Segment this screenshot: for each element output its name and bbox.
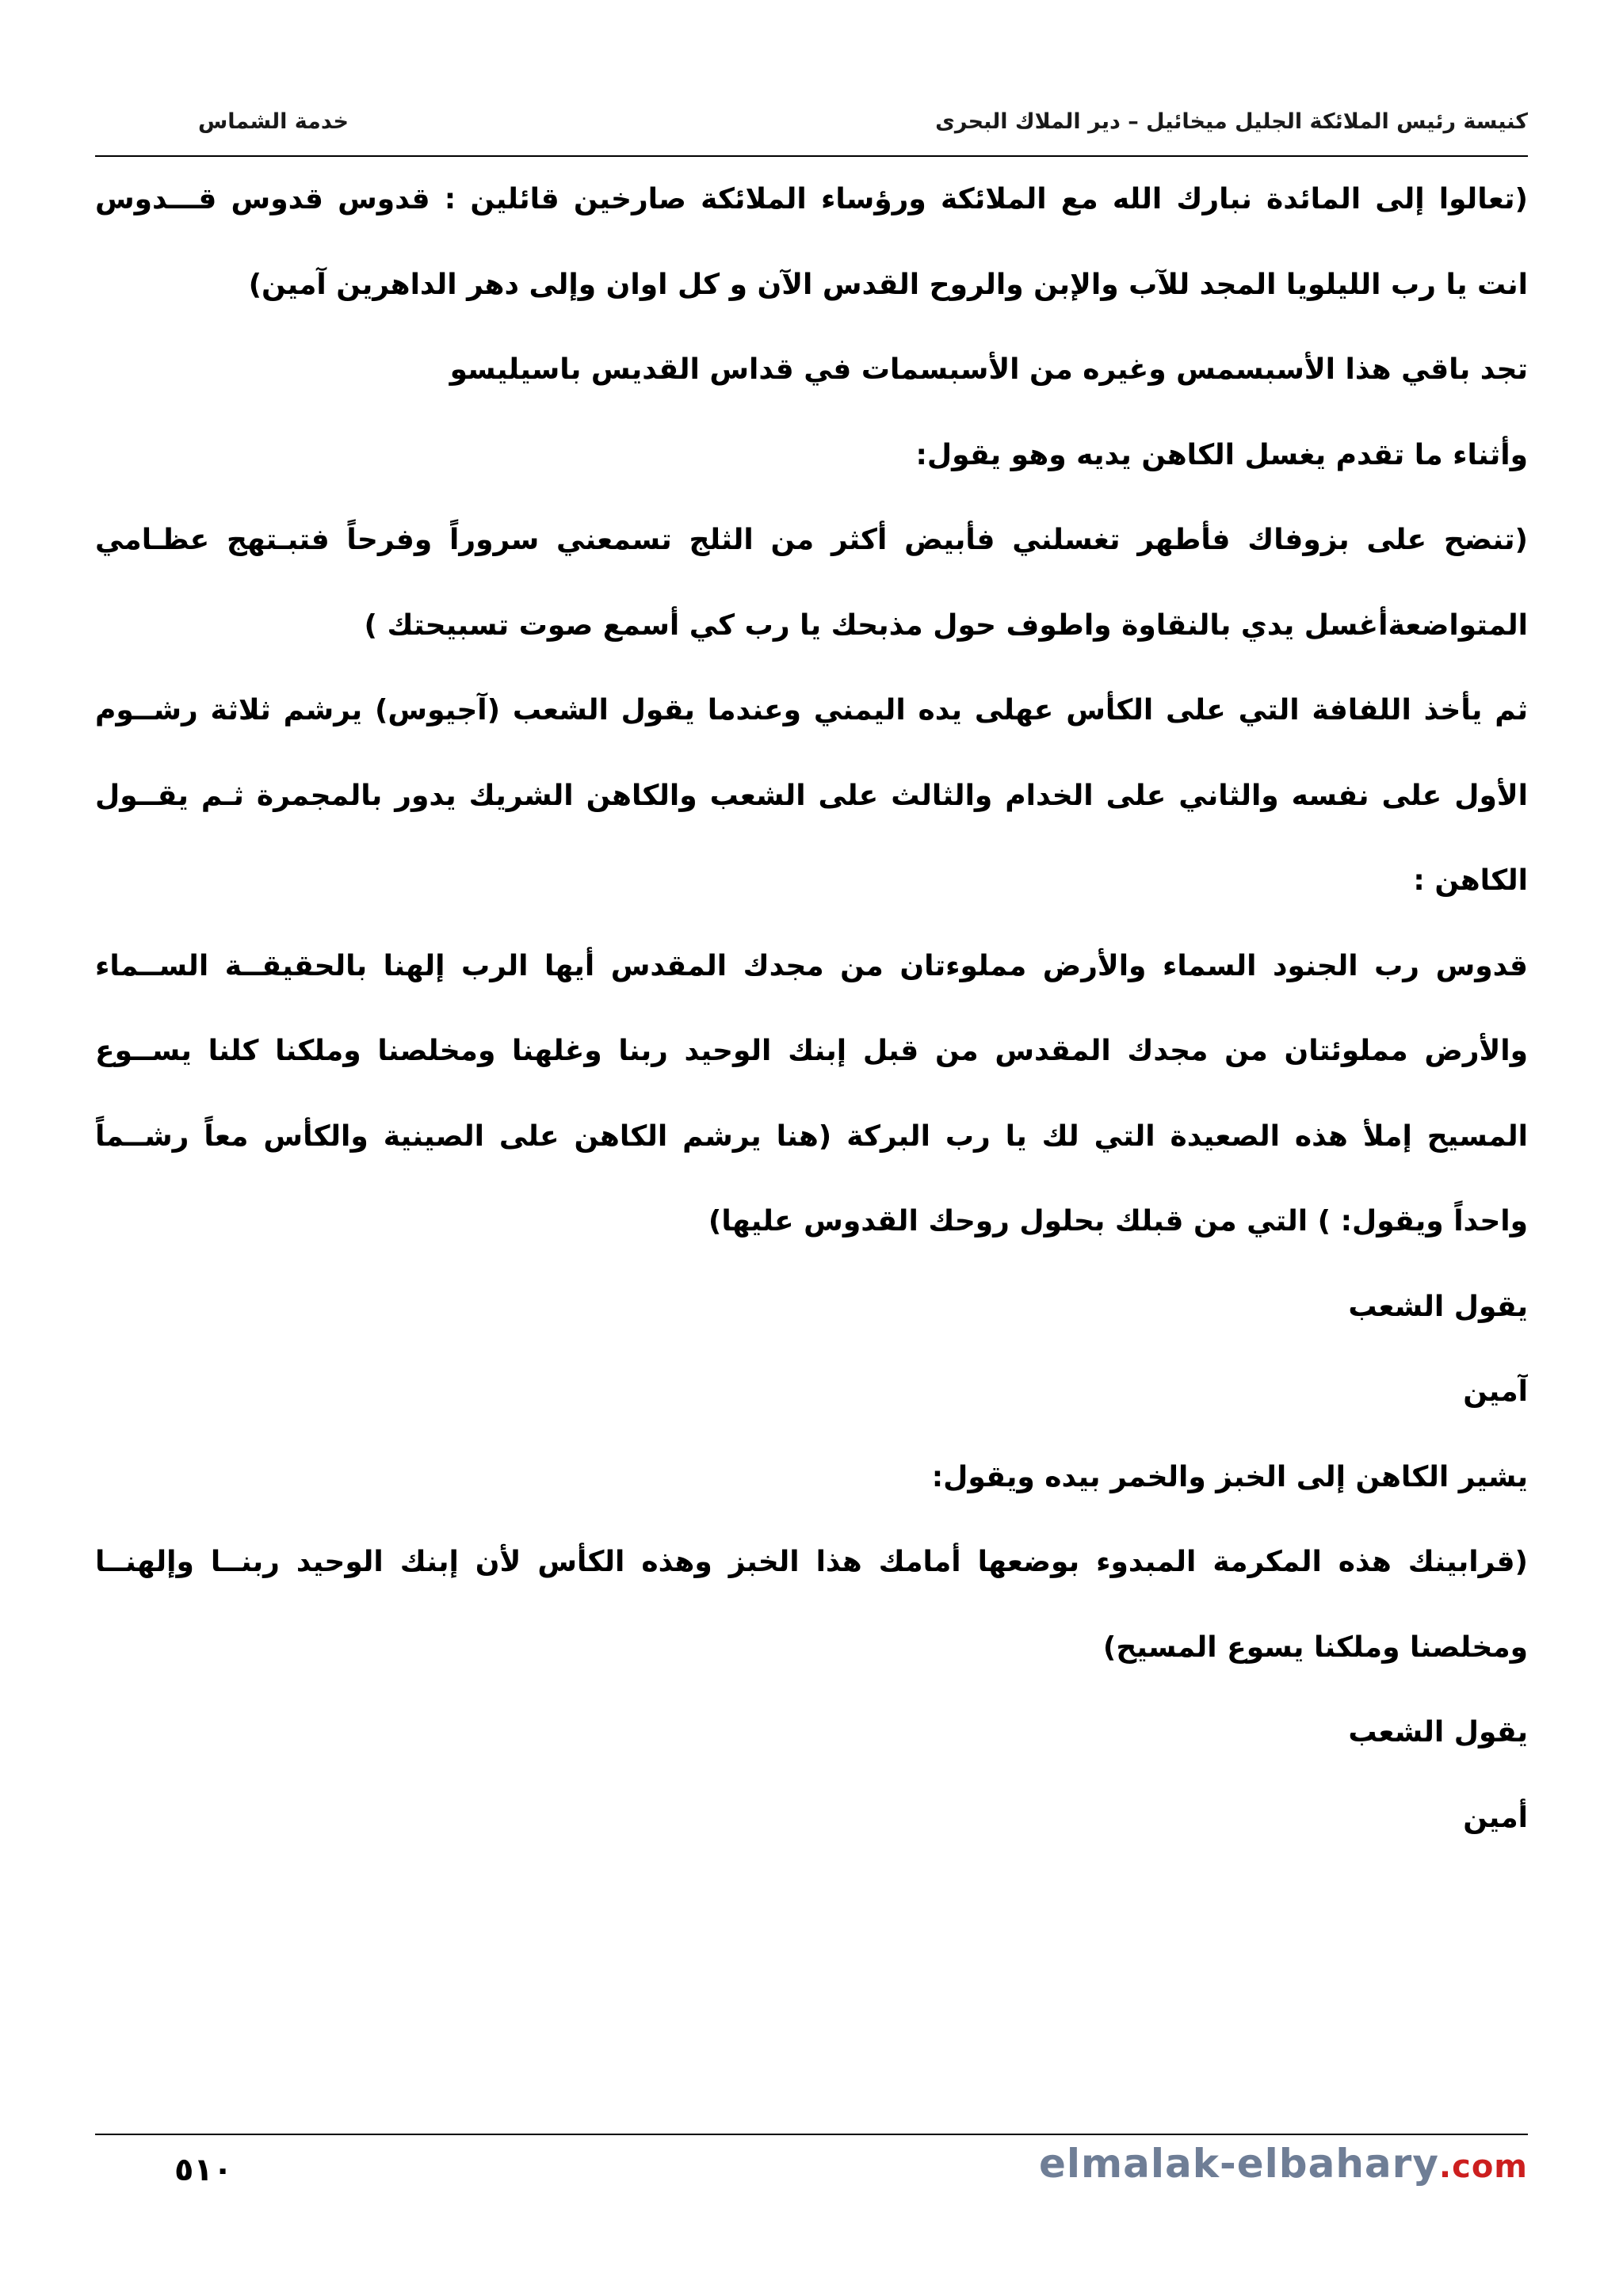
body-line: (قرابينك هذه المكرمة المبدوء بوضعها أمامك هذا الخبز وهذه الكأس لأن إبنك الوحيد ربنــا وإلهنــا <box>95 1546 1528 1578</box>
body-line: ومخلصنا وملكنا يسوع المسيح) <box>1102 1630 1528 1664</box>
site-logo <box>1039 2141 1528 2187</box>
body-line: ثم يأخذ اللفافة التي على الكأس عهلى يده اليمني وعندما يقول الشعب (آجيوس) يرشم ثلاثة رشــوم <box>95 694 1528 727</box>
body-line: آمين <box>1463 1375 1528 1408</box>
site-name: elmalak-elbahary <box>1038 2141 1439 2187</box>
body-line: الكاهن : <box>1413 864 1528 897</box>
site-tld: .com <box>1438 2149 1528 2185</box>
body-line: (تنضح على بزوفاك فأطهر تغسلني فأبيض أكثر من الثلج تسمعني سروراً وفرحاً فتبـتهج عظـامي <box>95 524 1528 556</box>
body-line: يقول الشعب <box>1348 1290 1528 1323</box>
body-line: وأثناء ما تقدم يغسل الكاهن يديه وهو يقول: <box>915 438 1528 471</box>
body-line: يشير الكاهن إلى الخبز والخمر بيده ويقول: <box>931 1460 1528 1493</box>
header-section-title: خدمة الشماس <box>198 109 349 134</box>
page-body <box>95 174 1528 1878</box>
body-line: الأول على نفسه والثاني على الخدام والثالث على الشعب والكاهن الشريك يدور بالمجمرة ثـم يقــول <box>95 779 1528 812</box>
body-line: تجد باقي هذا الأسبسمس وغيره من الأسبسمات في قداس القديس باسيليسو <box>449 353 1528 386</box>
body-line: والأرض مملوئتان من مجدك المقدس من قبل إبنك الوحيد ربنا وغلهنا ومخلصنا وملكنا كلنا يســوع <box>95 1035 1528 1067</box>
page-header <box>95 109 1528 149</box>
body-line: المتواضعةأغسل يدي بالنقاوة واطوف حول مذبحك يا رب كي أسمع صوت تسبيحتك ) <box>364 608 1528 642</box>
body-line: المسيح إملأ هذه الصعيدة التي لك يا رب البركة (هنا يرشم الكاهن على الصينية والكأس معاً رشــماً <box>95 1119 1528 1153</box>
body-line: قدوس رب الجنود السماء والأرض مملوءتان من مجدك المقدس أيها الرب إلهنا بالحقيقــة الســماء <box>95 949 1528 982</box>
footer-divider <box>95 2134 1528 2135</box>
header-church-title: كنيسة رئيس الملائكة الجليل ميخائيل – دير الملاك البحرى <box>935 109 1528 134</box>
body-line: أمين <box>1463 1801 1528 1834</box>
body-line: انت يا رب الليلويا المجد للآب والإبن والروح القدس الآن و كل اوان وإلى دهر الداهرين آمين) <box>248 268 1528 301</box>
body-line: واحداً ويقول: ) التي من قبلك بحلول روحك القدوس عليها) <box>708 1205 1528 1238</box>
header-divider <box>95 155 1528 157</box>
page-number: ٥١٠ <box>174 2152 233 2188</box>
body-line: يقول الشعب <box>1348 1716 1528 1749</box>
body-line: (تعالوا إلى المائدة نبارك الله مع الملائكة ورؤساء الملائكة صارخين قائلين : قدوس قدوس قـــدوس <box>95 183 1528 215</box>
